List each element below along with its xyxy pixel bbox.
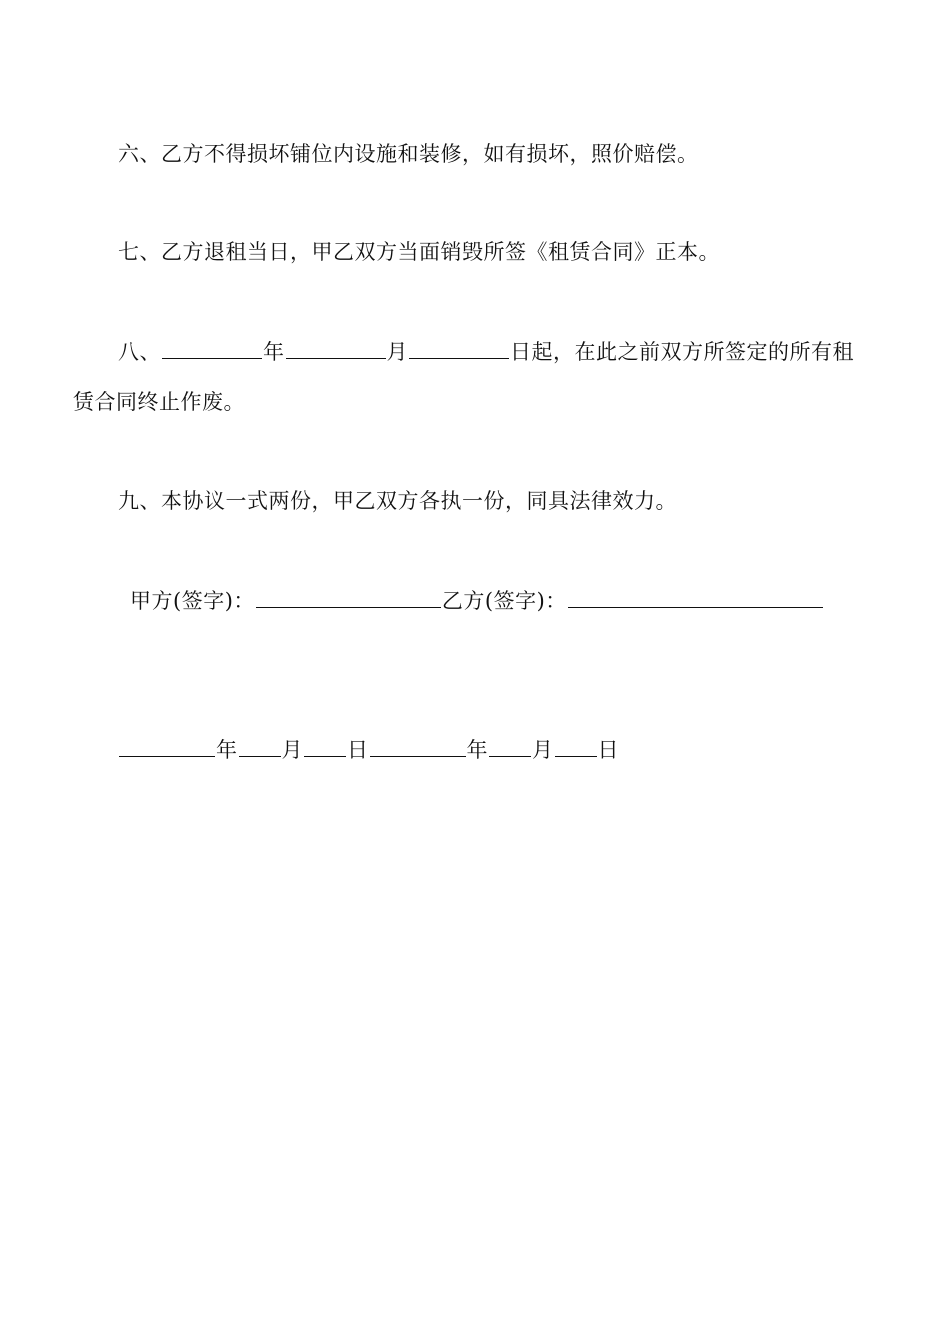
day-blank[interactable]	[409, 338, 509, 359]
party-a-label: 甲方(签字)：	[130, 589, 255, 613]
party-a-year-label: 年	[216, 738, 238, 762]
party-a-year-blank[interactable]	[119, 736, 215, 757]
party-a-day-label: 日	[347, 738, 369, 762]
clause-nine: 九、本协议一式两份，甲乙双方各执一份，同具法律效力。	[118, 489, 677, 513]
clause-eight-line2: 赁合同终止作废。	[73, 390, 245, 414]
party-b-month-label: 月	[532, 738, 554, 762]
party-a-day-blank[interactable]	[304, 736, 346, 757]
party-b-year-label: 年	[466, 738, 488, 762]
party-b-signature-field[interactable]	[568, 587, 823, 608]
date-row	[118, 736, 619, 764]
clause-seven: 七、乙方退租当日，甲乙双方当面销毁所签《租赁合同》正本。	[118, 240, 720, 264]
party-b-year-blank[interactable]	[370, 736, 466, 757]
month-label: 月	[386, 340, 408, 364]
year-label: 年	[263, 340, 285, 364]
party-a-signature-field[interactable]	[256, 587, 441, 608]
party-b-month-blank[interactable]	[489, 736, 531, 757]
year-blank[interactable]	[162, 338, 262, 359]
party-b-day-label: 日	[597, 738, 619, 762]
party-a-month-label: 月	[281, 738, 303, 762]
clause-six: 六、乙方不得损坏铺位内设施和装修，如有损坏，照价赔偿。	[118, 142, 699, 166]
party-b-label: 乙方(签字)：	[441, 589, 567, 613]
month-blank[interactable]	[286, 338, 386, 359]
clause-eight-tail: 日起，在此之前双方所签定的所有租	[510, 340, 854, 364]
party-b-day-blank[interactable]	[555, 736, 597, 757]
party-a-month-blank[interactable]	[239, 736, 281, 757]
signature-row	[130, 587, 824, 615]
clause-eight-prefix: 八、	[118, 340, 161, 364]
clause-eight	[118, 338, 854, 366]
